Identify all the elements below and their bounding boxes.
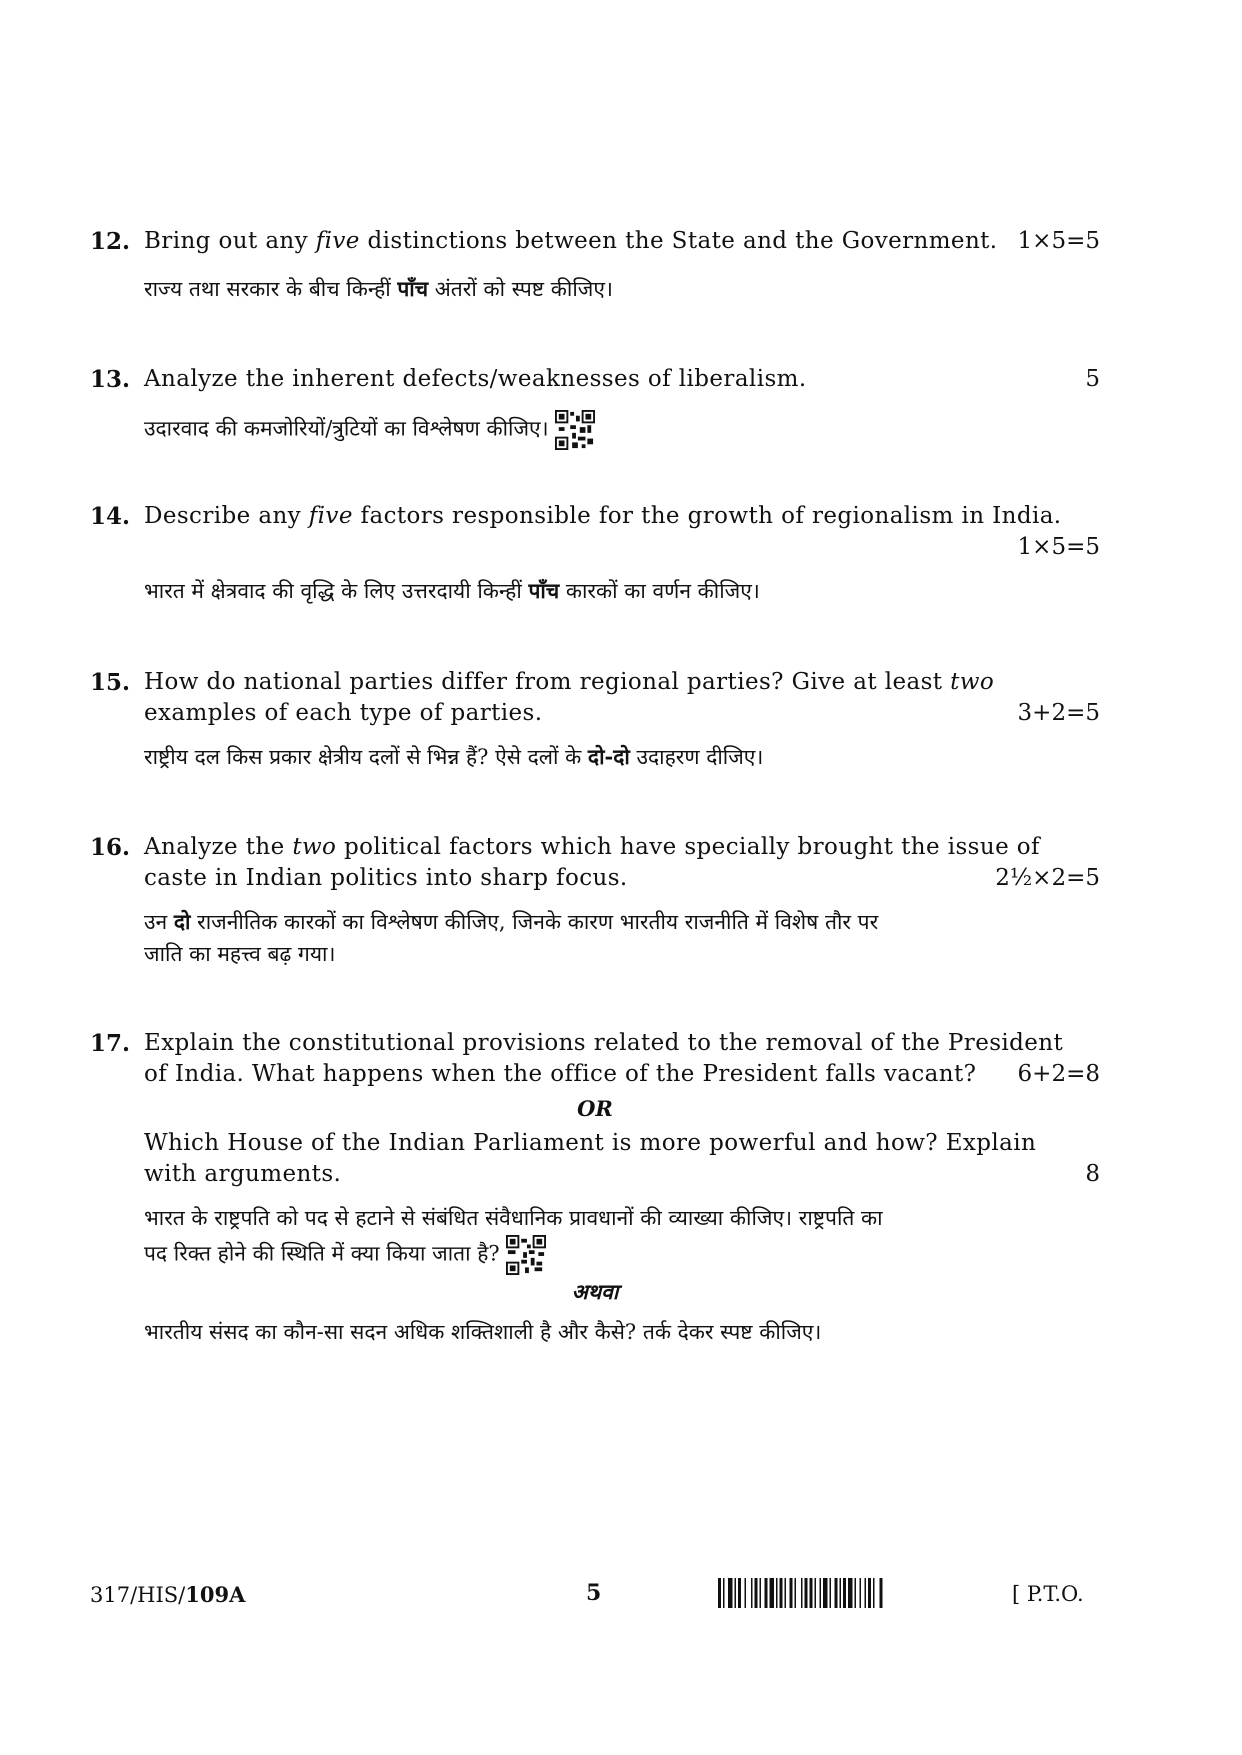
question-number: 17.: [90, 1030, 131, 1057]
qr-code-icon: [555, 410, 595, 450]
pto-label: [ P.T.O.: [1012, 1582, 1084, 1606]
qr-code-icon: [506, 1235, 546, 1275]
question-hindi-line: भारत के राष्ट्रपति को पद से हटाने से संबंधित संवैधानिक प्रावधानों की व्याख्या कीजिए। राष्ट्रपति का: [144, 1206, 883, 1230]
or-separator: OR: [577, 1096, 613, 1121]
question-15: [90, 669, 1100, 789]
question-12: [90, 228, 1100, 308]
question-hindi-line: पद रिक्त होने की स्थिति में क्या किया जाता है?: [144, 1235, 546, 1275]
question-hindi-line: राष्ट्रीय दल किस प्रकार क्षेत्रीय दलों से भिन्न हैं? ऐसे दलों के दो-दो उदाहरण दीजिए।: [144, 744, 764, 769]
alternative-hindi-line: भारतीय संसद का कौन-सा सदन अधिक शक्तिशाली है और कैसे? तर्क देकर स्पष्ट कीजिए।: [144, 1320, 822, 1344]
alternative-english-line: with arguments.: [144, 1161, 342, 1187]
question-marks: 2½×2=5: [995, 865, 1100, 891]
question-english-line: examples of each type of parties.: [144, 700, 543, 726]
question-number: 16.: [90, 834, 131, 861]
question-english-line: of India. What happens when the office of the President falls vacant?: [144, 1061, 977, 1087]
question-marks: 3+2=5: [1017, 700, 1100, 726]
alternative-english-line: Which House of the Indian Parliament is more powerful and how? Explain: [144, 1130, 1037, 1156]
question-marks: 6+2=8: [1017, 1061, 1100, 1087]
question-number: 12.: [90, 228, 131, 255]
question-english-line: Explain the constitutional provisions related to the removal of the President: [144, 1030, 1064, 1056]
question-english-line: Bring out any five distinctions between the State and the Government.: [144, 228, 998, 254]
question-hindi-line: राज्य तथा सरकार के बीच किन्हीं पाँच अंतरों को स्पष्ट कीजिए।: [144, 276, 613, 301]
question-13: [90, 366, 1100, 466]
question-english-line: How do national parties differ from regional parties? Give at least two: [144, 669, 995, 695]
question-14: [90, 503, 1100, 613]
question-marks: 5: [1085, 366, 1100, 392]
paper-code: 317/HIS/109A: [90, 1582, 246, 1607]
question-number: 14.: [90, 503, 131, 530]
question-marks: 1×5=5: [1017, 228, 1100, 254]
question-marks: 1×5=5: [1017, 534, 1100, 560]
or-separator-hindi: अथवा: [571, 1279, 619, 1304]
question-english-line: Analyze the two political factors which have specially brought the issue of: [144, 834, 1040, 860]
question-hindi-line: भारत में क्षेत्रवाद की वृद्धि के लिए उत्तरदायी किन्हीं पाँच कारकों का वर्णन कीजिए।: [144, 578, 760, 603]
question-hindi-line: जाति का महत्त्व बढ़ गया।: [144, 942, 336, 966]
question-hindi-line: उदारवाद की कमजोरियों/त्रुटियों का विश्लेषण कीजिए।: [144, 410, 595, 450]
page-number: 5: [586, 1580, 602, 1606]
question-english-line: Describe any five factors responsible for the growth of regionalism in India.: [144, 503, 1062, 529]
question-english-line: Analyze the inherent defects/weaknesses of liberalism.: [144, 366, 807, 392]
question-english-line: caste in Indian politics into sharp focus.: [144, 865, 628, 891]
question-16: [90, 834, 1100, 984]
alternative-marks: 8: [1085, 1161, 1100, 1187]
barcode-icon: [718, 1578, 996, 1608]
question-number: 13.: [90, 366, 131, 393]
question-number: 15.: [90, 669, 131, 696]
question-17: [90, 1030, 1100, 1430]
question-hindi-line: उन दो राजनीतिक कारकों का विश्लेषण कीजिए, जिनके कारण भारतीय राजनीति में विशेष तौर पर: [144, 909, 879, 934]
